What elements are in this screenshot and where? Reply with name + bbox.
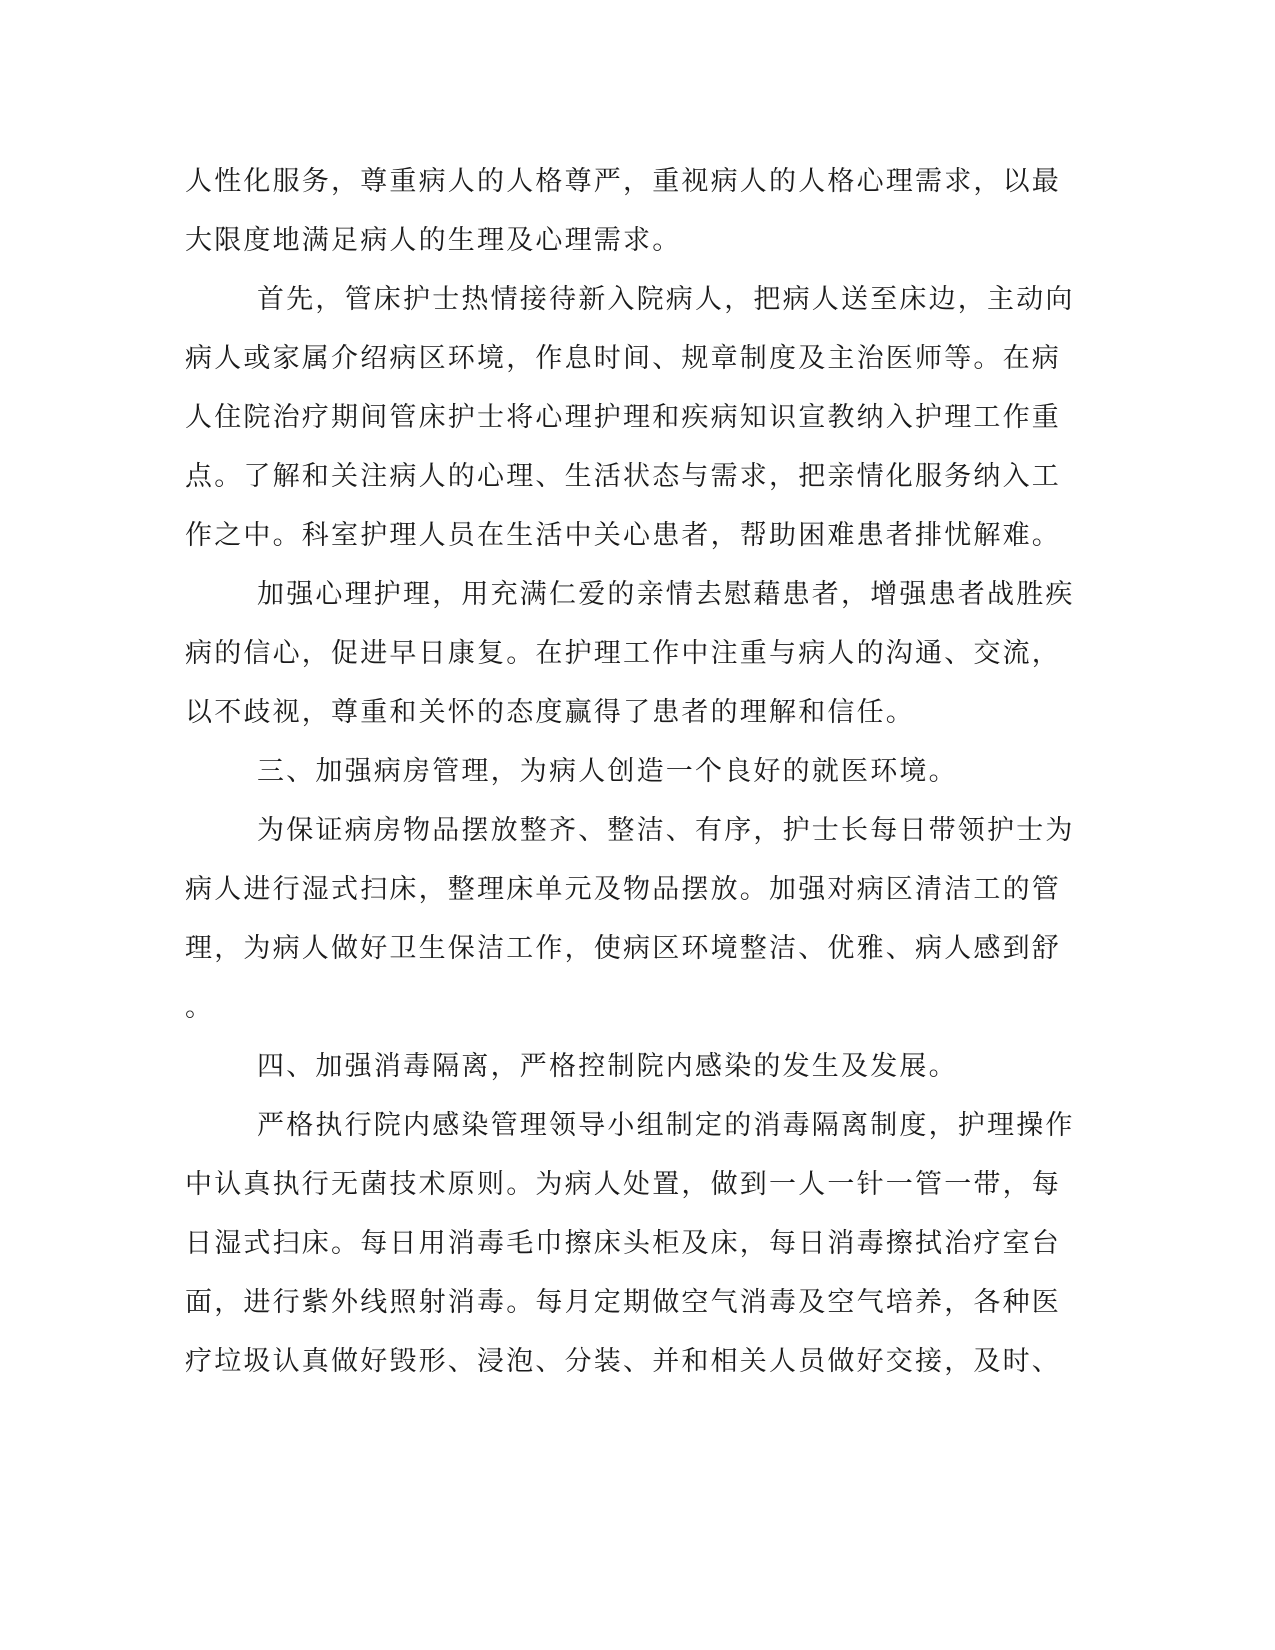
text-line: 三、加强病房管理，为病人创造一个良好的就医环境。 xyxy=(257,756,958,787)
text-line: 首先，管床护士热情接待新入院病人，把病人送至床边，主动向 xyxy=(257,284,1075,315)
paragraph xyxy=(185,276,1075,571)
text-line: 病人或家属介绍病区环境，作息时间、规章制度及主治医师等。在病 xyxy=(185,343,1061,374)
text-line: 病的信心，促进早日康复。在护理工作中注重与病人的沟通、交流， xyxy=(185,638,1061,669)
text-line: 点。了解和关注病人的心理、生活状态与需求，把亲情化服务纳入工 xyxy=(185,461,1061,492)
text-line: 加强心理护理，用充满仁爱的亲情去慰藉患者，增强患者战胜疾 xyxy=(257,579,1075,610)
text-line: 大限度地满足病人的生理及心理需求。 xyxy=(185,225,682,256)
paragraph xyxy=(185,571,1075,748)
text-line: 。 xyxy=(185,992,215,1023)
text-line: 人性化服务，尊重病人的人格尊严，重视病人的人格心理需求，以最 xyxy=(185,166,1061,197)
section-heading xyxy=(185,748,1045,807)
paragraph xyxy=(185,1102,1075,1397)
text-line: 疗垃圾认真做好毁形、浸泡、分装、并和相关人员做好交接，及时、 xyxy=(185,1346,1061,1377)
text-line: 病人进行湿式扫床，整理床单元及物品摆放。加强对病区清洁工的管 xyxy=(185,874,1061,905)
text-line: 以不歧视，尊重和关怀的态度赢得了患者的理解和信任。 xyxy=(185,697,915,728)
document-body xyxy=(185,158,1075,1397)
text-line: 四、加强消毒隔离，严格控制院内感染的发生及发展。 xyxy=(257,1051,958,1082)
section-heading xyxy=(185,1043,1045,1102)
text-line: 理，为病人做好卫生保洁工作，使病区环境整洁、优雅、病人感到舒 xyxy=(185,933,1061,964)
text-line: 作之中。科室护理人员在生活中关心患者，帮助困难患者排忧解难。 xyxy=(185,520,1061,551)
text-line: 严格执行院内感染管理领导小组制定的消毒隔离制度，护理操作 xyxy=(257,1110,1075,1141)
paragraph xyxy=(185,158,1061,276)
text-line: 中认真执行无菌技术原则。为病人处置，做到一人一针一管一带，每 xyxy=(185,1169,1061,1200)
paragraph xyxy=(185,807,1075,1043)
text-line: 人住院治疗期间管床护士将心理护理和疾病知识宣教纳入护理工作重 xyxy=(185,402,1061,433)
text-line: 为保证病房物品摆放整齐、整洁、有序，护士长每日带领护士为 xyxy=(257,815,1075,846)
text-line: 日湿式扫床。每日用消毒毛巾擦床头柜及床，每日消毒擦拭治疗室台 xyxy=(185,1228,1061,1259)
text-line: 面，进行紫外线照射消毒。每月定期做空气消毒及空气培养，各种医 xyxy=(185,1287,1061,1318)
